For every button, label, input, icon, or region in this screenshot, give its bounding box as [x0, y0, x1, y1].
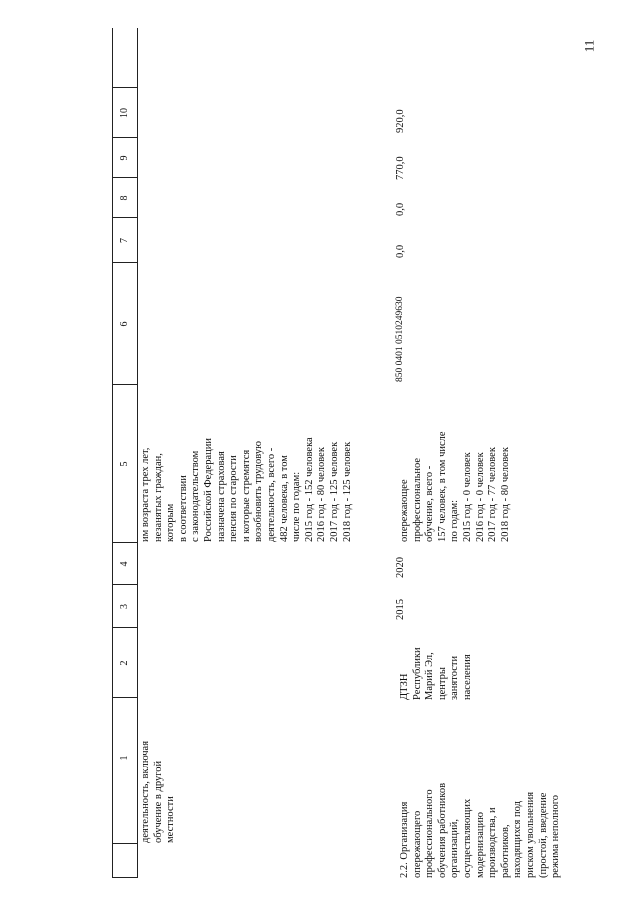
continuation-col1: деятельность, включая обучение в другой местности — [140, 740, 177, 843]
col-header-2: 2 — [119, 660, 130, 666]
col-header-6: 6 — [119, 321, 130, 327]
row-2-2-col1: 2.2. Организация опережающего профессионального обучения работников организаций, осуществляющих модернизацию производства, и работников, находящихся под риском увольнения (простой, введение режима неполного — [399, 782, 562, 878]
page-number: 11 — [581, 39, 597, 53]
col-header-10: 10 — [119, 108, 130, 118]
header-left-border — [112, 877, 137, 878]
col-header-5: 5 — [119, 461, 130, 467]
row-2-2-col7: 0,0 — [395, 244, 406, 258]
row-2-2-col4: 2020 — [395, 557, 406, 578]
continuation-col5: им возраста трех лет, незанятых граждан, которым в соответствии с законодательством Российской Федерации назначена страховая пенсия по старости и которые стремятся возобновить трудовую деятельность, всего - 482 человека, в том числе по годам: 2015 год - 152 человека 2016 год - 80 человек 2017 год - 125 человек 2018 год - 125 человек — [140, 437, 353, 542]
budget-table — [112, 28, 562, 878]
col-header-9: 9 — [119, 155, 130, 161]
row-2-2-col2: ДТЗН Республики Марий Эл, центры занятости населения — [399, 647, 473, 700]
col-header-8: 8 — [119, 195, 130, 201]
col-header-7: 7 — [119, 238, 130, 243]
col-header-3: 3 — [119, 604, 130, 609]
row-2-2-col9: 770,0 — [395, 156, 406, 180]
col-header-4: 4 — [119, 561, 130, 567]
row-2-2-col10: 920,0 — [395, 109, 406, 133]
row-separator — [112, 843, 137, 844]
header-divider — [137, 28, 138, 878]
col-header-1: 1 — [119, 755, 130, 761]
row-2-2-col3: 2015 — [395, 599, 406, 620]
row-2-2-col8: 0,0 — [395, 202, 406, 216]
row-2-2-col5: опережающее профессиональное обучение, всего - 157 человек, в том числе по годам: 2015 год - 0 человек 2016 год - 0 человек 2017 год - 77 человек 2018 год - 80 человек — [399, 431, 511, 542]
row-2-2-col6: 850 0401 0510249630 — [395, 296, 405, 382]
